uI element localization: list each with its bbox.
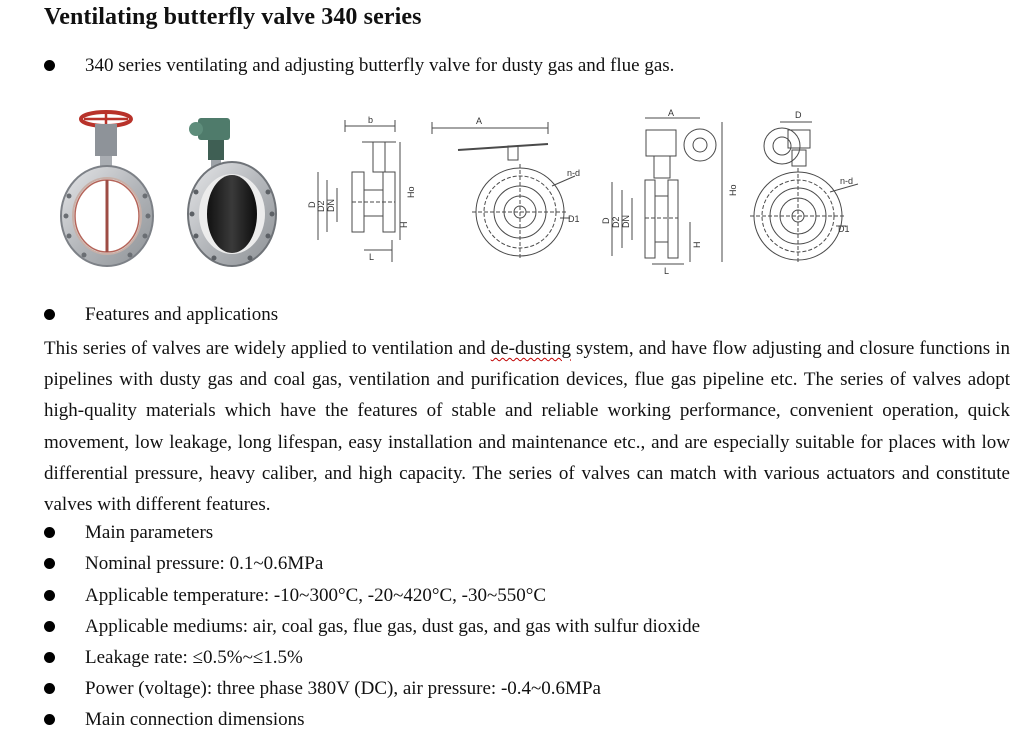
features-heading-text: Features and applications xyxy=(85,304,279,325)
dim-label-L-2: L xyxy=(664,266,670,276)
param-text: Power (voltage): three phase 380V (DC), air pressure: -0.4~0.6MPa xyxy=(85,678,601,699)
bullet-dot xyxy=(44,590,55,601)
dim-label-nd-2: n-d xyxy=(840,176,854,186)
dim-label-D: D xyxy=(307,201,317,208)
valve-photo-electric xyxy=(188,118,276,266)
page-title: Ventilating butterfly valve 340 series xyxy=(44,4,422,30)
valve-photo-manual xyxy=(61,112,153,266)
param-text: Nominal pressure: 0.1~0.6MPa xyxy=(85,553,324,574)
param-text: Main connection dimensions xyxy=(85,709,305,730)
dim-label-Ho: Ho xyxy=(406,186,416,198)
bullet-dot xyxy=(44,309,55,320)
param-text: Applicable mediums: air, coal gas, flue gas, dust gas, and gas with sulfur dioxide xyxy=(85,616,701,637)
param-text: Leakage rate: ≤0.5%~≤1.5% xyxy=(85,647,303,668)
features-description xyxy=(44,333,1010,520)
bullet-dot xyxy=(44,621,55,632)
description-part2: system, and have flow adjusting and closure functions in pipelines with dusty gas and coal gas, ventilation and purification devices, flue gas pipeline etc. The series of valves adopt high-quality materials which have the features of stable and reliable working performance, convenient operation, quick movement, low leakage, long lifespan, easy installation and maintenance etc., and are especially suitable for places with low differential pressure, heavy caliber, and high capacity. The series of valves can match with various actuators and constitute valves with different features. xyxy=(44,338,1010,516)
intro-bullet-text: 340 series ventilating and adjusting butterfly valve for dusty gas and flue gas. xyxy=(85,55,675,76)
drawing-front-view xyxy=(432,122,575,260)
bullet-dot xyxy=(44,714,55,725)
dim-label-H-2: H xyxy=(692,241,702,248)
dim-label-L: L xyxy=(369,252,375,262)
param-text: Main parameters xyxy=(85,522,214,543)
bullet-dot xyxy=(44,683,55,694)
drawing-actuator-front xyxy=(750,122,858,264)
dim-label-nd: n-d xyxy=(567,168,581,178)
product-figure xyxy=(0,0,1028,300)
dim-label-D2-2: D2 xyxy=(611,216,621,228)
dim-label-Ho-2: Ho xyxy=(728,184,738,196)
dim-label-D1: D1 xyxy=(568,214,580,224)
dim-label-H: H xyxy=(399,221,409,228)
bullet-dot xyxy=(44,527,55,538)
dim-label-b: b xyxy=(368,115,374,125)
dim-label-DN-2: DN xyxy=(621,215,631,228)
dim-label-A-2: A xyxy=(668,108,675,118)
dim-label-D1-2: D1 xyxy=(838,224,850,234)
dim-label-D2: D2 xyxy=(316,200,326,212)
dim-label-D-3: D xyxy=(795,110,802,120)
dim-label-DN: DN xyxy=(326,199,336,212)
dim-label-D-2: D xyxy=(601,217,611,224)
bullet-dot xyxy=(44,652,55,663)
drawing-side-section xyxy=(318,120,400,262)
drawing-actuator-elevation xyxy=(612,118,722,264)
description-squiggle-word: de-dusting xyxy=(490,338,571,359)
description-part1: This series of valves are widely applied to ventilation and xyxy=(44,338,491,359)
param-text: Applicable temperature: -10~300°C, -20~420°C, -30~550°C xyxy=(85,585,546,606)
dim-label-A: A xyxy=(476,116,483,126)
bullet-dot xyxy=(44,558,55,569)
